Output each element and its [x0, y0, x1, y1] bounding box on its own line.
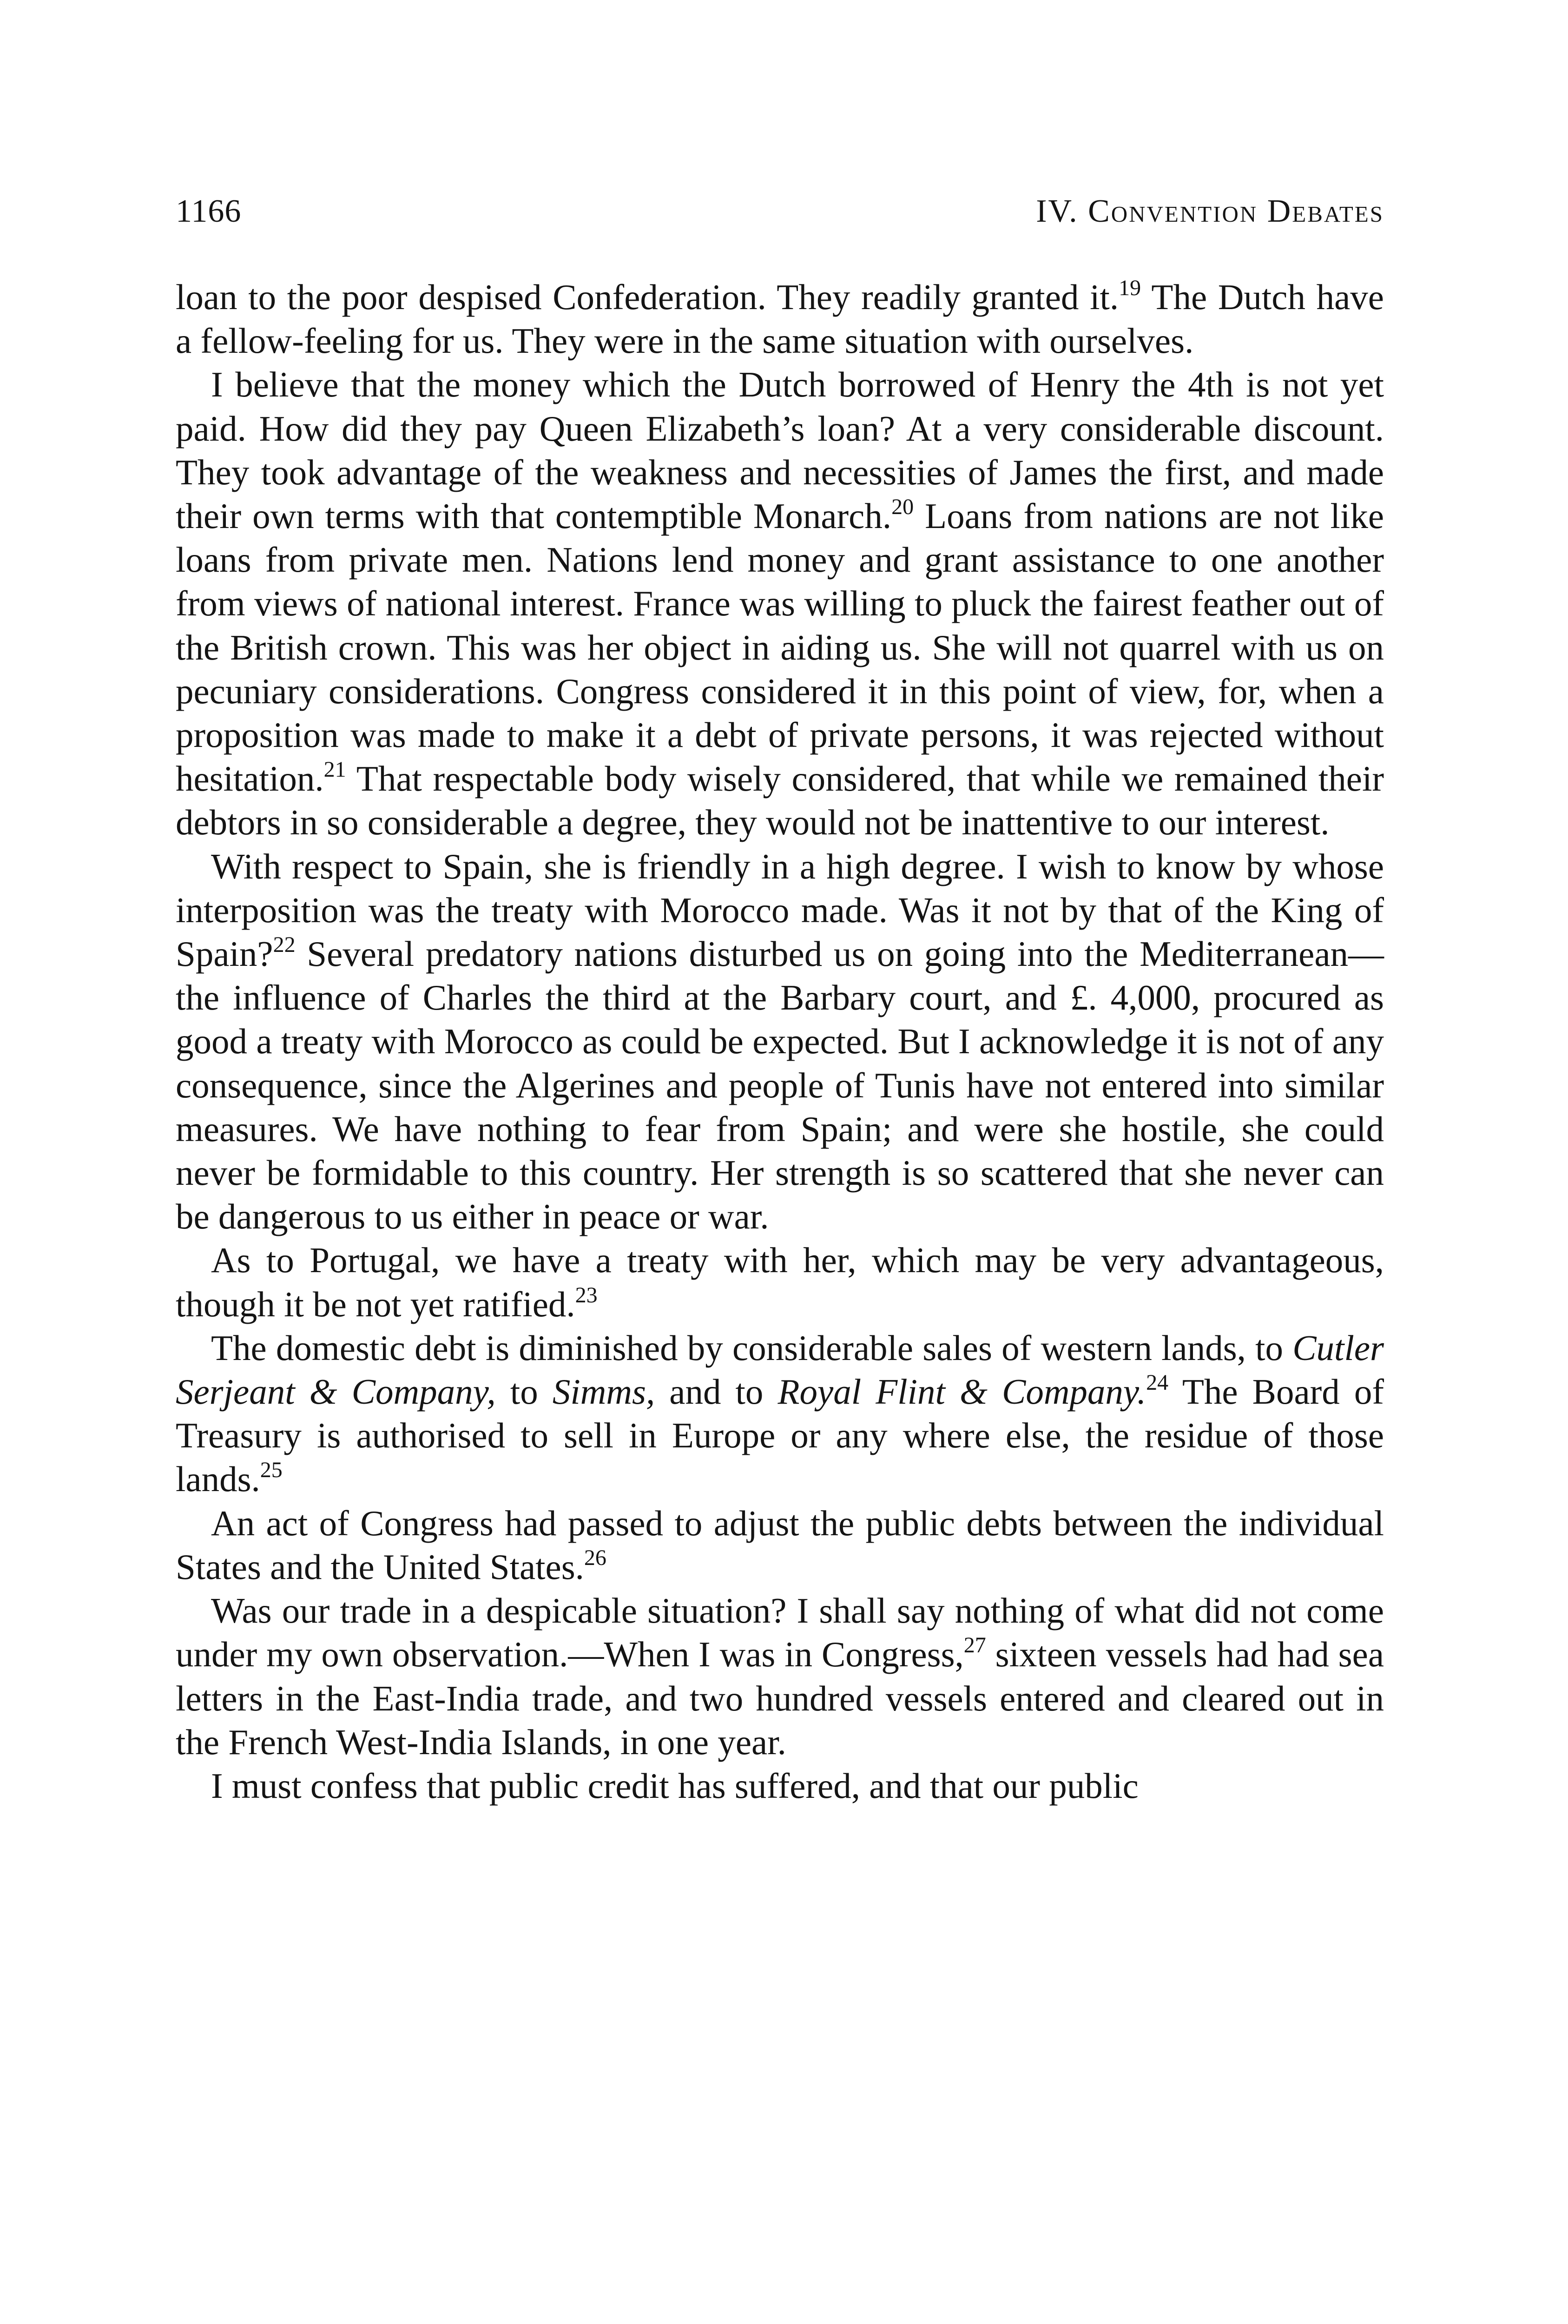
paragraph-text: sixteen vessels had had sea letters in the East-India trade, and two hundred vessels entered and cleared out in the French West-India Islands, in one year.: [176, 1634, 1384, 1762]
paragraph-text: The Dutch have a fellow-feeling for us. They were in the same situation with ourselves.: [176, 277, 1384, 361]
paragraph-text: loan to the poor despised Confederation. They readily granted it.: [176, 277, 1119, 317]
italic-text: Simms,: [552, 1372, 655, 1412]
running-head: [176, 188, 1384, 235]
paragraph-text: The domestic debt is diminished by considerable sales of western lands, to: [211, 1327, 1293, 1368]
footnote-ref: 24: [1146, 1370, 1169, 1395]
paragraph: [176, 1326, 1384, 1501]
footnote-ref: 21: [323, 757, 346, 782]
footnote-ref: 23: [575, 1282, 598, 1307]
paragraph-text: Several predatory nations disturbed us on going into the Mediterranean—the influence of Charles the third at the Barbary court, and £. 4,000, procured as good a treaty with Morocco as could be expected. But I acknowledge it is not of any consequence, since the Algerines and people of Tunis have not entered into similar measures. We have nothing to fear from Spain; and were she hostile, she could never be formidable to this country. Her strength is so scattered that she never can be dangerous to us either in peace or war.: [176, 934, 1384, 1237]
paragraph-text: With respect to Spain, she is friendly in a high degree. I wish to know by whose interposition was the treaty with Morocco made. Was it not by that of the King of Spain?: [176, 846, 1384, 974]
paragraph: [176, 275, 1384, 363]
footnote-ref: 26: [584, 1545, 606, 1570]
paragraph-text: The Board of Treasury is authorised to sell in Europe or any where else, the residue of those lands.: [176, 1372, 1384, 1499]
section-title: IV. Convention Debates: [1036, 193, 1384, 229]
paragraph-text: to: [495, 1372, 553, 1412]
italic-text: Royal Flint & Company.: [777, 1372, 1146, 1412]
footnote-ref: 20: [891, 495, 914, 520]
paragraph: [176, 363, 1384, 844]
paragraph: [176, 1501, 1384, 1589]
italic-text: Cutler Serjeant & Company,: [176, 1327, 1384, 1412]
paragraph: [176, 1764, 1384, 1808]
body-text: [176, 275, 1384, 1808]
footnote-ref: 27: [963, 1633, 986, 1658]
paragraph-text: An act of Congress had passed to adjust the public debts between the individual States and the United States.: [176, 1503, 1384, 1587]
footnote-ref: 22: [273, 932, 296, 957]
paragraph-text: Was our trade in a despicable situation? I shall say nothing of what did not come under my own observation.—When I was in Congress,: [176, 1591, 1384, 1675]
footnote-ref: 19: [1119, 276, 1141, 300]
paragraph: [176, 1589, 1384, 1764]
paragraph-text: As to Portugal, we have a treaty with her, which may be very advantageous, though it be not yet ratified.: [176, 1240, 1384, 1324]
footnote-ref: 25: [260, 1458, 283, 1483]
paragraph-text: That respectable body wisely considered, that while we remained their debtors in so considerable a degree, they would not be inattentive to our interest.: [176, 759, 1384, 843]
paragraph: [176, 1238, 1384, 1326]
paragraph-text: I believe that the money which the Dutch borrowed of Henry the 4th is not yet paid. How did they pay Queen Elizabeth’s loan? At a very considerable discount. They took advantage of the weakness and necessities of James the first, and made their own terms with that contemptible Monarch.: [176, 364, 1384, 536]
paragraph-text: I must confess that public credit has suffered, and that our public: [211, 1765, 1139, 1806]
paragraph-text: and to: [655, 1372, 778, 1412]
paragraph: [176, 845, 1384, 1239]
paragraph-text: Loans from nations are not like loans from private men. Nations lend money and grant assistance to one another from views of national interest. France was willing to pluck the fairest feather out of the British crown. This was her object in aiding us. She will not quarrel with us on pecuniary considerations. Congress considered it in this point of view, for, when a proposition was made to make it a debt of private persons, it was rejected without hesitation.: [176, 496, 1384, 799]
page-number: 1166: [176, 193, 242, 229]
